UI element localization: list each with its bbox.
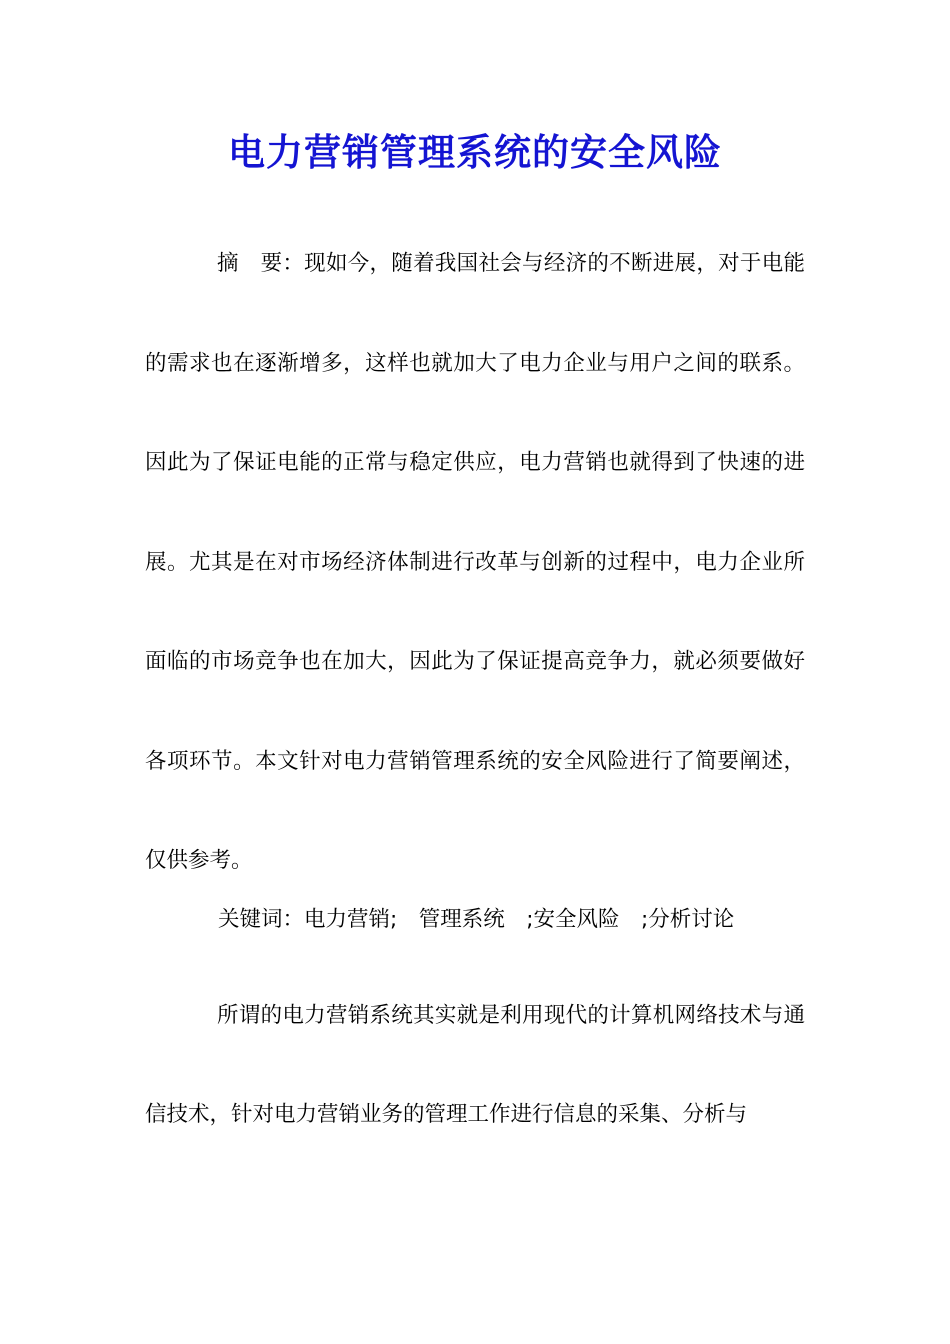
keywords-line: 关键词：电力营销; 管理系统 ;安全风险 ;分析讨论 bbox=[218, 907, 735, 932]
abstract-paragraph bbox=[145, 214, 805, 911]
document-title: 电力营销管理系统的安全风险 bbox=[228, 130, 722, 174]
body-paragraph: 所谓的电力营销系统其实就是利用现代的计算机网络技术与通信技术，针对电力营销业务的管理工作进行信息的采集、分析与 bbox=[145, 1003, 805, 1127]
abstract-text: 现如今，随着我国社会与经济的不断进展，对于电能的需求也在逐渐增多，这样也就加大了电力企业与用户之间的联系。因此为了保证电能的正常与稳定供应，电力营销也就得到了快速的进展。尤其是在对市场经济体制进行改革与创新的过程中，电力企业所面临的市场竞争也在加大，因此为了保证提高竞争力，就必须要做好各项环节。本文针对电力营销管理系统的安全风险进行了简要阐述，仅供参考。 bbox=[145, 251, 805, 873]
abstract-label: 摘 要： bbox=[217, 251, 305, 276]
